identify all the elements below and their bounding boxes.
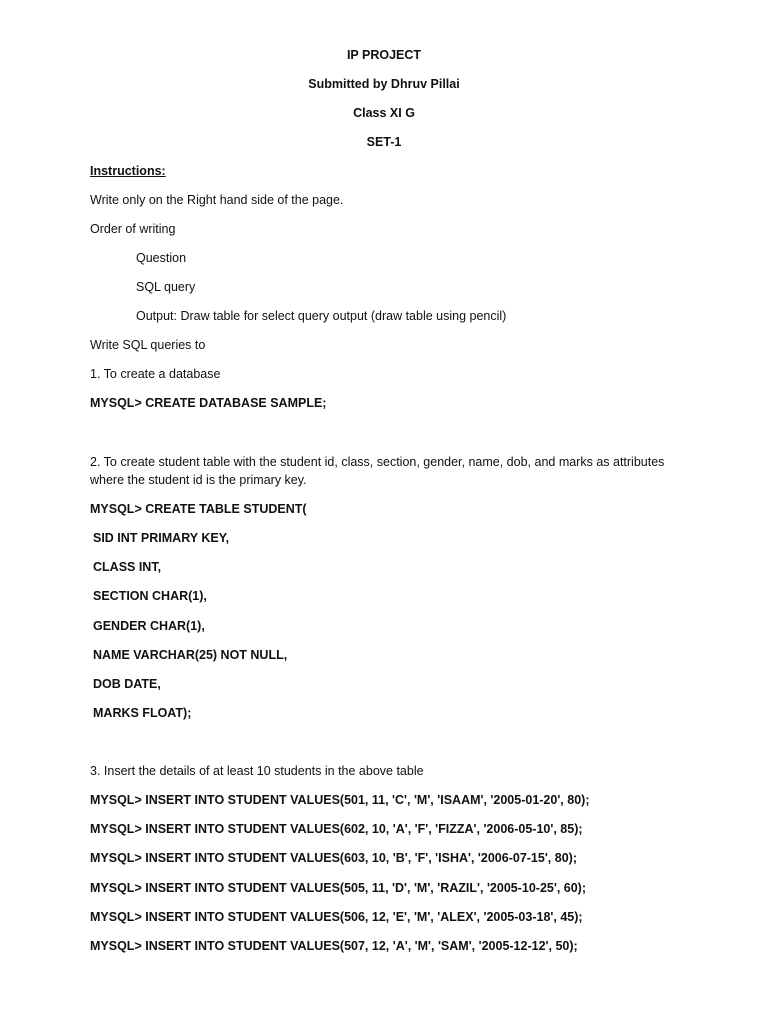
doc-title: IP PROJECT (346, 48, 422, 62)
class-label: Class XI G (353, 106, 415, 120)
write-sql-label: Write SQL queries to (90, 338, 206, 352)
instruction-line: Write only on the Right hand side of the page. (90, 193, 344, 207)
order-item: Question (136, 251, 187, 265)
order-item: Output: Draw table for select query output (draw table using pencil) (136, 309, 507, 323)
query-2-line: NAME VARCHAR(25) NOT NULL, (93, 648, 288, 662)
order-item: SQL query (136, 280, 196, 294)
query-1: MYSQL> CREATE DATABASE SAMPLE; (90, 396, 327, 410)
query-2-line: MYSQL> CREATE TABLE STUDENT( (90, 502, 307, 516)
query-2-line: GENDER CHAR(1), (93, 619, 205, 633)
question-1: 1. To create a database (90, 367, 221, 381)
query-3-line: MYSQL> INSERT INTO STUDENT VALUES(507, 12, 'A', 'M', 'SAM', '2005-12-12', 50); (90, 939, 578, 953)
query-2-line: SID INT PRIMARY KEY, (93, 531, 230, 545)
set-label: SET-1 (366, 135, 402, 149)
query-3-line: MYSQL> INSERT INTO STUDENT VALUES(501, 11, 'C', 'M', 'ISAAM', '2005-01-20', 80); (90, 793, 590, 807)
query-2-line: SECTION CHAR(1), (93, 589, 207, 603)
order-heading: Order of writing (90, 222, 176, 236)
query-2-line: DOB DATE, (93, 677, 161, 691)
query-3-line: MYSQL> INSERT INTO STUDENT VALUES(505, 11, 'D', 'M', 'RAZIL', '2005-10-25', 60); (90, 881, 587, 895)
question-2-line-2: where the student id is the primary key. (90, 473, 307, 487)
instructions-heading: Instructions: (90, 164, 166, 178)
query-3-line: MYSQL> INSERT INTO STUDENT VALUES(506, 12, 'E', 'M', 'ALEX', '2005-03-18', 45); (90, 910, 583, 924)
query-3-line: MYSQL> INSERT INTO STUDENT VALUES(602, 10, 'A', 'F', 'FIZZA', '2006-05-10', 85); (90, 822, 583, 836)
question-3: 3. Insert the details of at least 10 students in the above table (90, 764, 424, 778)
question-2-line-1: 2. To create student table with the student id, class, section, gender, name, dob, and marks as attributes (90, 455, 665, 469)
submitted-by: Submitted by Dhruv Pillai (308, 77, 460, 91)
query-2-line: MARKS FLOAT); (93, 706, 192, 720)
query-3-line: MYSQL> INSERT INTO STUDENT VALUES(603, 10, 'B', 'F', 'ISHA', '2006-07-15', 80); (90, 851, 577, 865)
query-2-line: CLASS INT, (93, 560, 162, 574)
